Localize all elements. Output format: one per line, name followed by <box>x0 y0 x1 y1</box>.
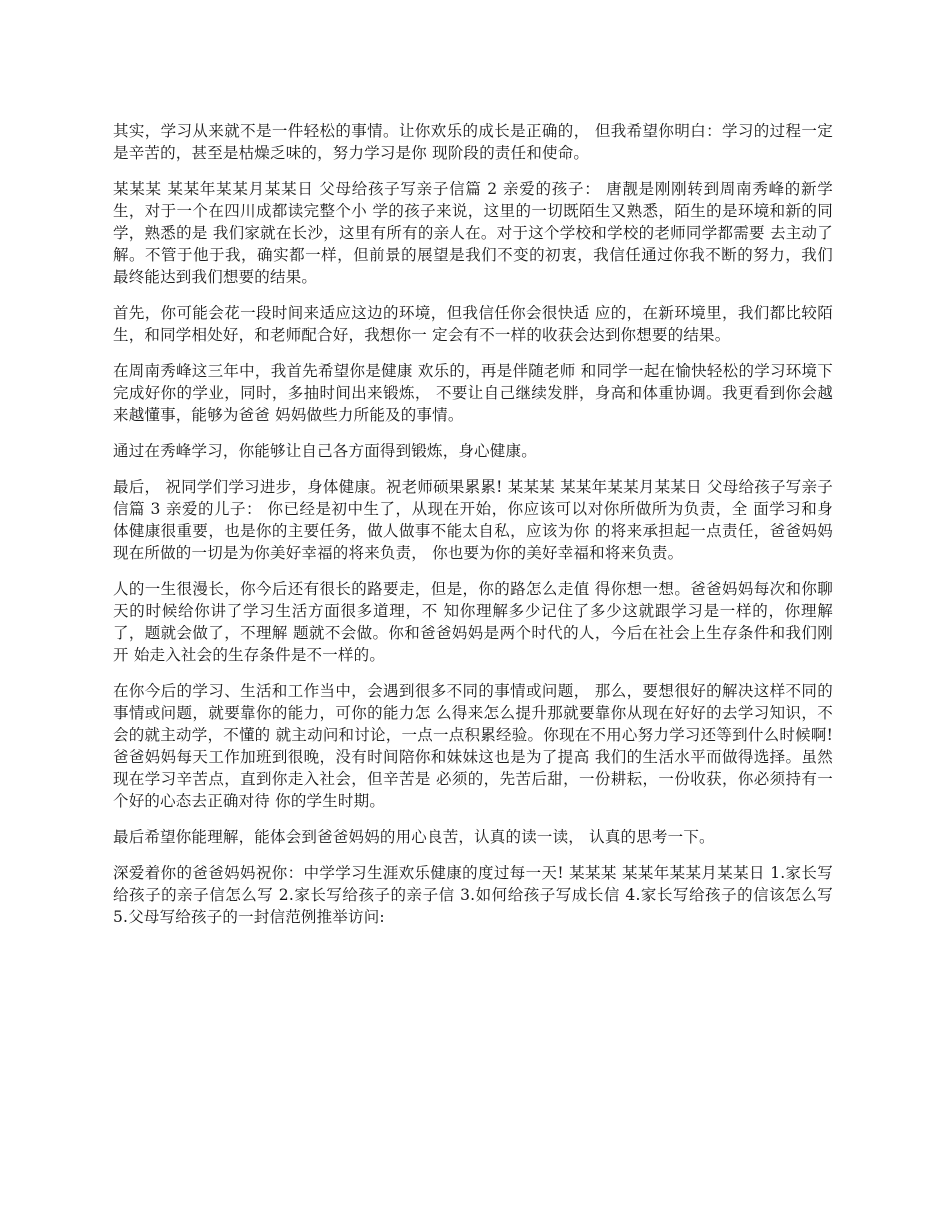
paragraph-5: 通过在秀峰学习，你能够让自己各方面得到锻炼，身心健康。 <box>113 442 537 460</box>
paragraph-8: 在你今后的学习、生活和工作当中，会遇到很多不同的事情或问题， 那么，要想很好的解决这样不同的事情或问题，就要靠你的能力，可你的能力怎 么得来怎么提升那就要靠你从现在好好的去学习知识，不会的就主动学，不懂的 就主动问和讨论，一点一点积累经验。你现在不用心努力学习还等到什么时候啊!爸爸妈妈每天工作加班到很晚，没有时间陪你和妹妹这也是为了提高 我们的生活水平而做得选择。虽然现在学习辛苦点，直到你走入社会，但辛苦是 必须的，先苦后甜，一份耕耘，一份收获，你必须持有一个好的心态去正确对待 你的学生时期。 <box>113 682 833 810</box>
paragraph-4: 在周南秀峰这三年中，我首先希望你是健康 欢乐的，再是伴随老师 和同学一起在愉快轻松的学习环境下完成好你的学业，同时，多抽时间出来锻炼， 不要让自己继续发胖，身高和体重协调。我更看到你会越来越懂事，能够为爸爸 妈妈做些力所能及的事情。 <box>113 362 833 424</box>
paragraph-2: 某某某 某某年某某月某某日 父母给孩子写亲子信篇 2 亲爱的孩子： 唐靓是刚刚转到周南秀峰的新学生，对于一个在四川成都读完整个小 学的孩子来说，这里的一切既陌生又熟悉，陌生的是环境和新的同学，熟悉的是 我们家就在长沙，这里有所有的亲人在。对于这个学校和学校的老师同学都需要 去主动了解。不管于他于我，确实都一样，但前景的展望是我们不变的初衷，我信任通过你我不断的努力，我们最终能达到我们想要的结果。 <box>113 180 833 286</box>
paragraph-1: 其实，学习从来就不是一件轻松的事情。让你欢乐的成长是正确的， 但我希望你明白：学习的过程一定是辛苦的，甚至是枯燥乏味的，努力学习是你 现阶段的责任和使命。 <box>113 122 833 162</box>
paragraph-10: 深爱着你的爸爸妈妈祝你：中学学习生涯欢乐健康的度过每一天! 某某某 某某年某某月某某日 1.家长写给孩子的亲子信怎么写 2.家长写给孩子的亲子信 3.如何给孩子写成长信 4.家长写给孩子的信该怎么写 5.父母写给孩子的一封信范例推举访问: <box>113 864 833 926</box>
paragraph-9: 最后希望你能理解，能体会到爸爸妈妈的用心良苦，认真的读一读， 认真的思考一下。 <box>113 828 715 846</box>
paragraph-7: 人的一生很漫长，你今后还有很长的路要走，但是，你的路怎么走值 得你想一想。爸爸妈妈每次和你聊天的时候给你讲了学习生活方面很多道理，不 知你理解多少记住了多少这就跟学习是一样的，你理解了，题就会做了，不理解 题就不会做。你和爸爸妈妈是两个时代的人，今后在社会上生存条件和我们刚开 始走入社会的生存条件是不一样的。 <box>113 580 833 664</box>
paragraph-3: 首先，你可能会花一段时间来适应这边的环境，但我信任你会很快适 应的，在新环境里，我们都比较陌生，和同学相处好，和老师配合好，我想你一 定会有不一样的收获会达到你想要的结果。 <box>113 304 833 344</box>
document-page <box>113 120 833 942</box>
paragraph-6: 最后， 祝同学们学习进步，身体健康。祝老师硕果累累! 某某某 某某年某某月某某日 父母给孩子写亲子信篇 3 亲爱的儿子： 你已经是初中生了，从现在开始，你应该可以对你所做所为负责，全 面学习和身体健康很重要，也是你的主要任务，做人做事不能太自私，应该为你 的将来承担起一点责任，爸爸妈妈现在所做的一切是为你美好幸福的将来负责， 你也要为你的美好幸福和将来负责。 <box>113 478 833 562</box>
